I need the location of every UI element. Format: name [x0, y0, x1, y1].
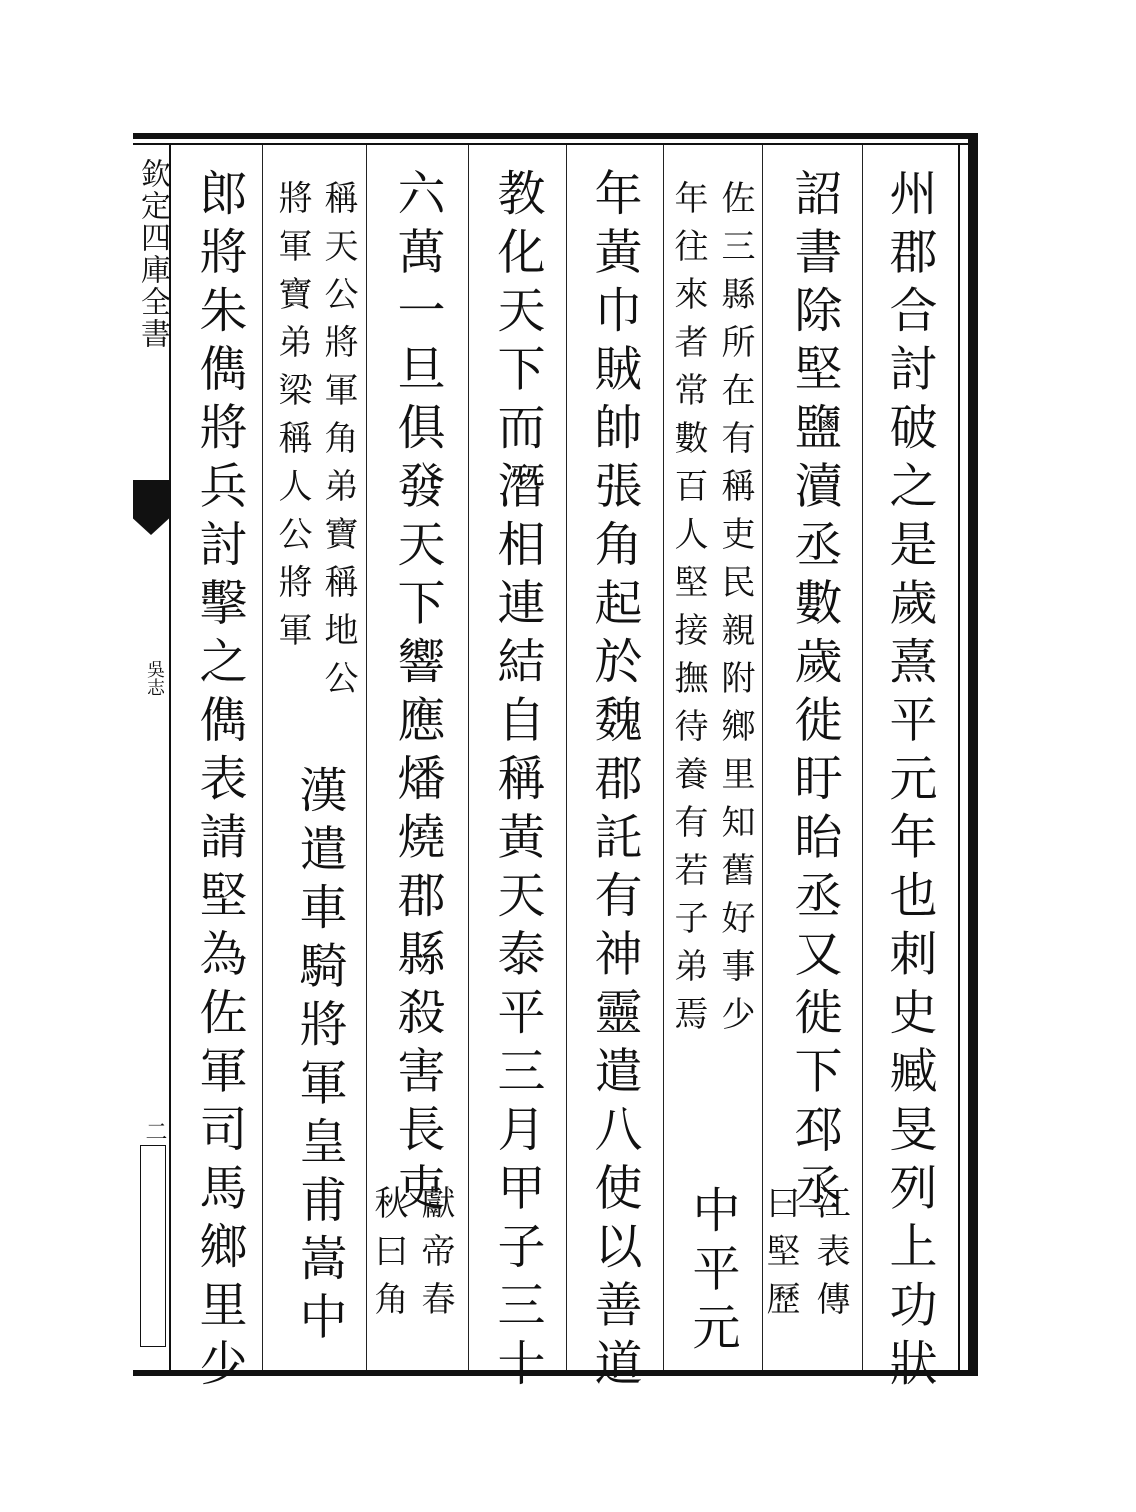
note-column-7-left: 將軍寶弟梁稱人公將軍	[272, 180, 312, 660]
note-column-3-right: 佐三縣所在有稱吏民親附鄉里知舊好事少	[715, 180, 755, 1044]
text-column-7-tail: 漢遣車騎將軍皇甫嵩中	[291, 765, 347, 1350]
note-column-2-left: 曰堅歷	[760, 1185, 800, 1329]
text-column-2: 詔書除堅鹽瀆丞數歲徙盱眙丞又徙下邳丞	[786, 168, 842, 1221]
margin-subtitle: 吳志	[144, 660, 165, 696]
note-column-7-right: 稱天公將軍角弟寶稱地公	[318, 180, 358, 708]
margin-title: 欽定四庫全書	[135, 158, 170, 350]
column-divider	[862, 145, 863, 1370]
bottom-border	[133, 1370, 978, 1376]
text-column-1: 州郡合討破之是歲熹平元年也刺史臧旻列上功狀	[881, 168, 937, 1397]
note-column-3-left: 年往來者常數百人堅接撫待養有若子弟焉	[668, 180, 708, 1044]
text-column-6: 六萬一旦俱發天下響應燔燒郡縣殺害長吏	[389, 168, 445, 1221]
note-column-6-left: 秋曰角	[368, 1185, 408, 1329]
right-inner-border	[958, 145, 960, 1370]
column-divider	[566, 145, 567, 1370]
text-column-4: 年黃巾賊帥張角起於魏郡託有神靈遣八使以善道	[586, 168, 642, 1397]
margin-box	[140, 1145, 166, 1347]
top-inner-border	[133, 143, 978, 145]
right-border	[968, 133, 978, 1376]
text-column-5: 教化天下而潛相連結自稱黃天泰平三月甲子三十	[489, 168, 545, 1397]
margin-page-number: 二	[142, 1120, 167, 1142]
text-column-3-tail: 中平元	[684, 1185, 740, 1361]
column-divider	[262, 145, 263, 1370]
note-column-2-right: 江表傳	[810, 1185, 850, 1329]
page-frame	[133, 133, 978, 1378]
column-divider	[663, 145, 664, 1370]
column-divider	[366, 145, 367, 1370]
text-column-8: 郎將朱儁將兵討擊之儁表請堅為佐軍司馬鄉里少	[191, 168, 247, 1397]
column-divider	[468, 145, 469, 1370]
note-column-6-right: 獻帝春	[415, 1185, 455, 1329]
top-border	[133, 133, 978, 139]
